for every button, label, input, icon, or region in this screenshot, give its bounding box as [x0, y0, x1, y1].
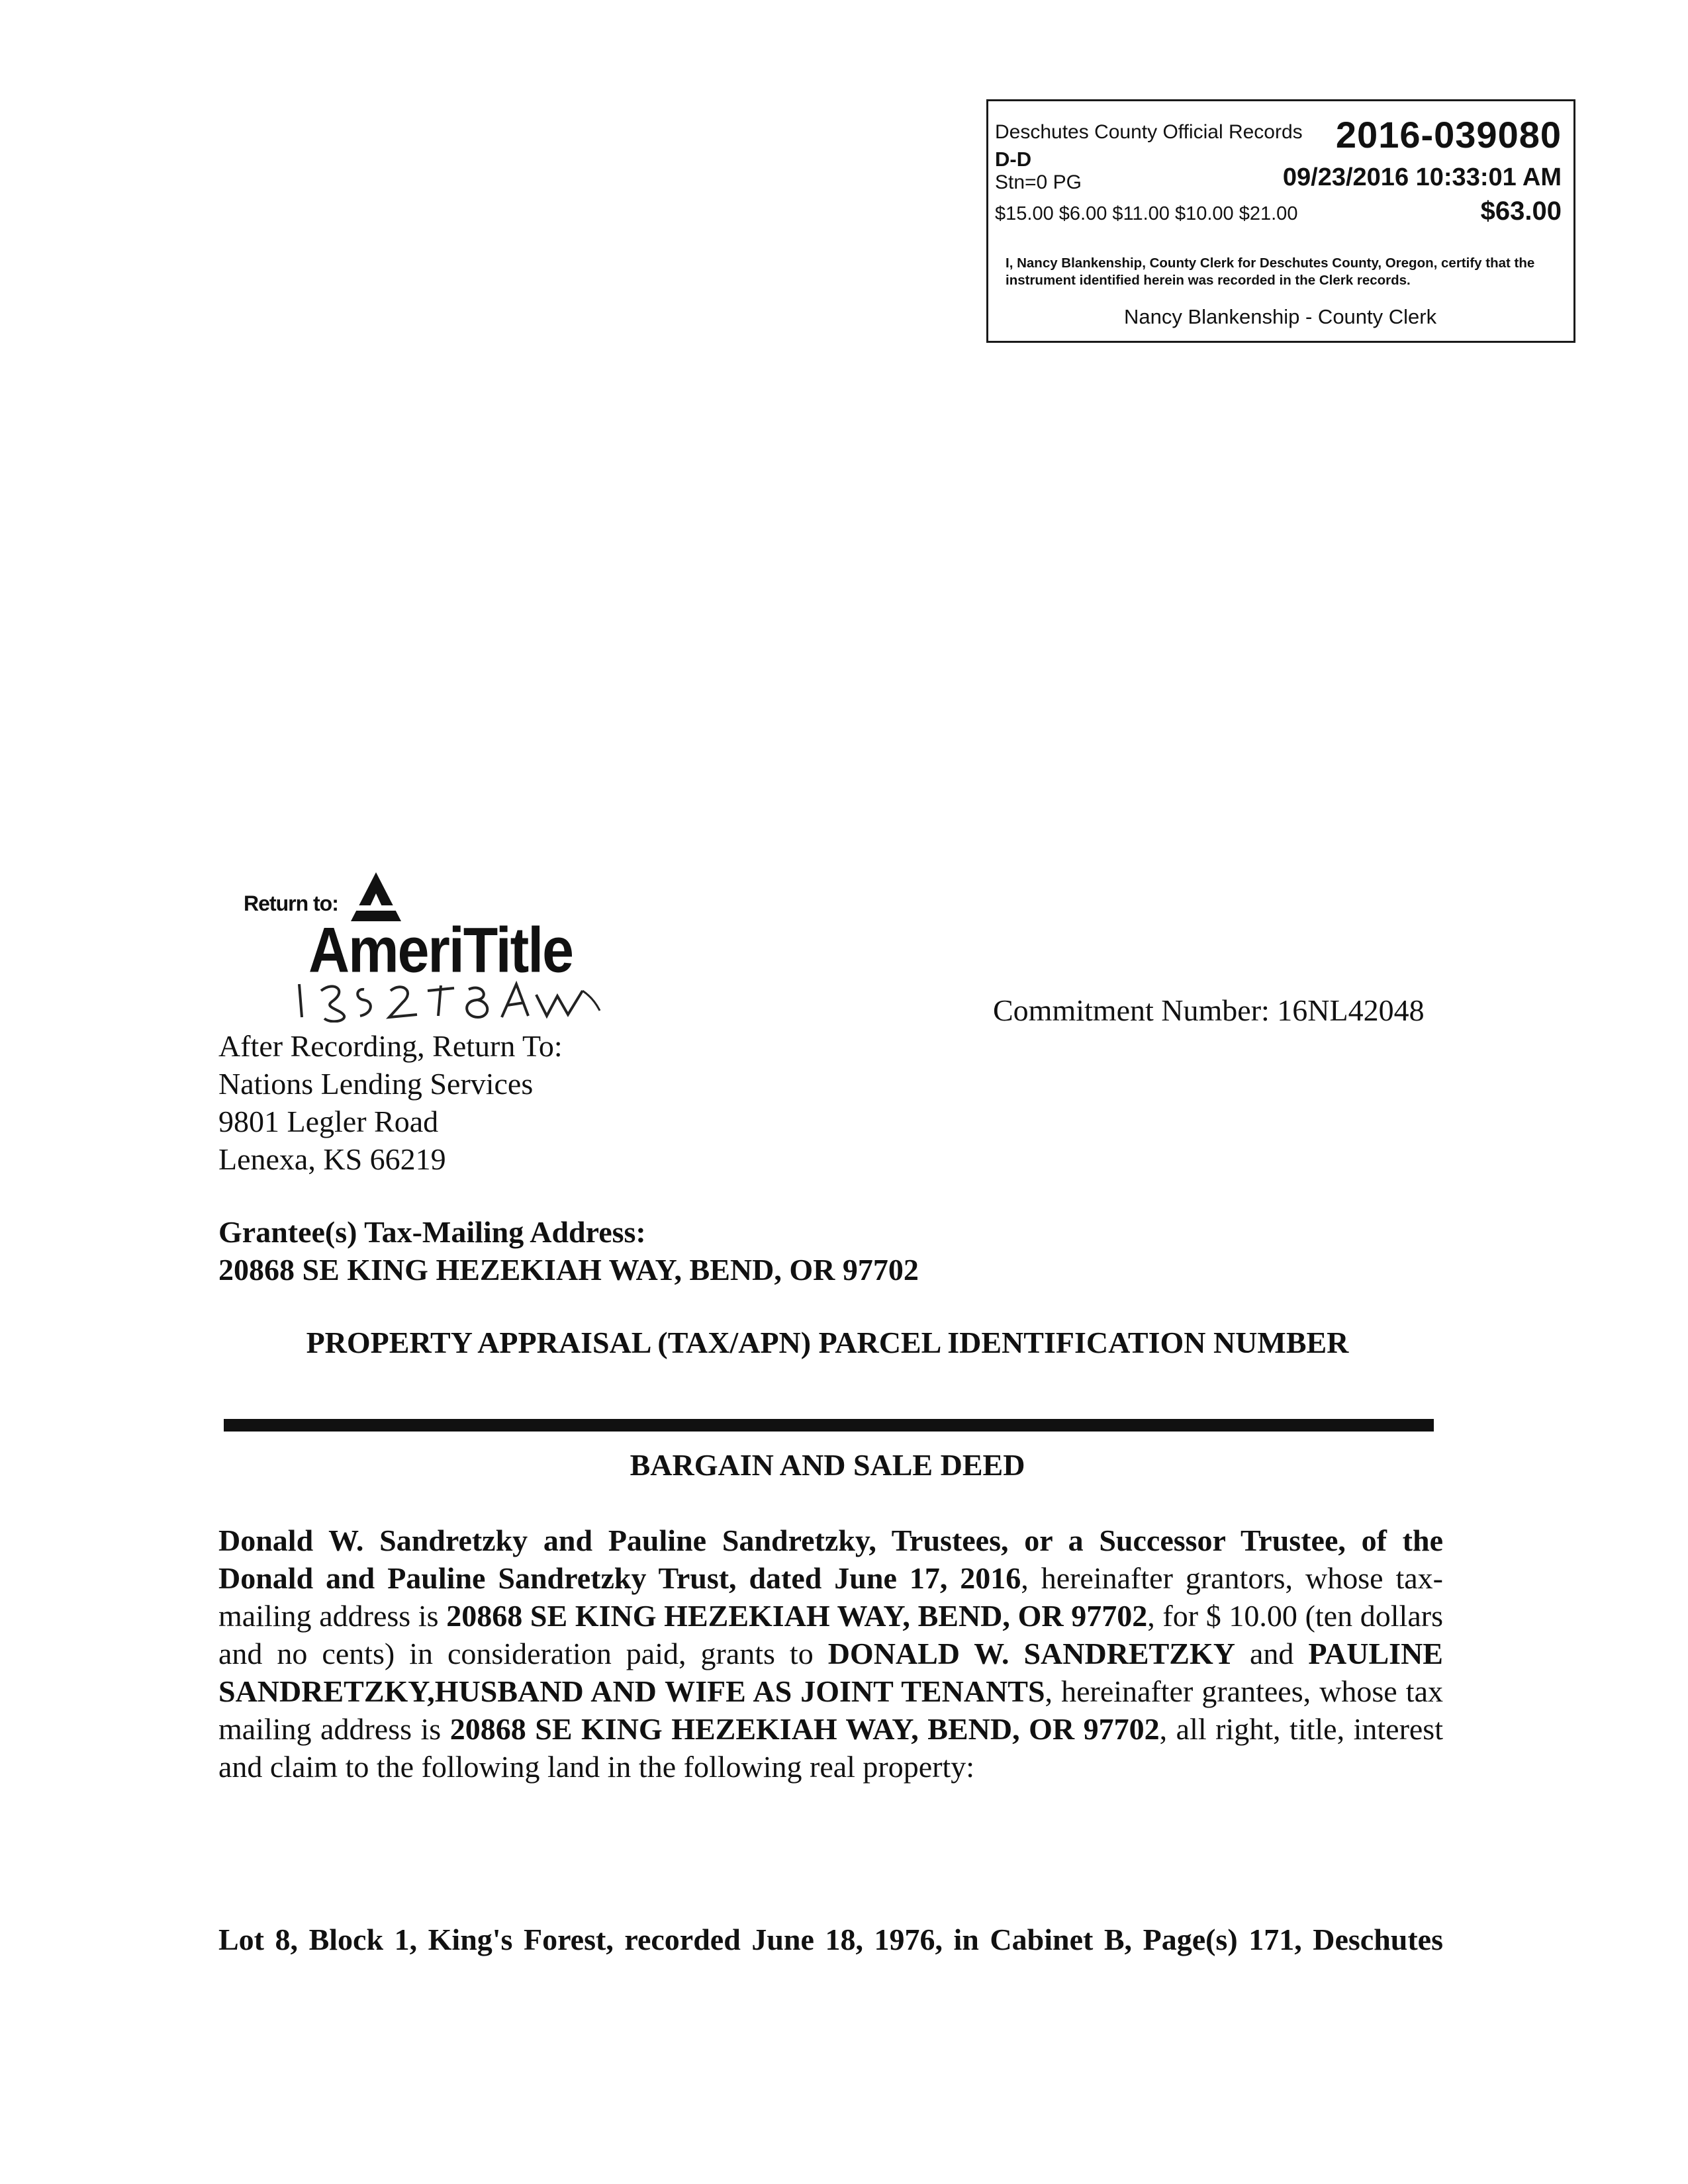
ameritle-logo-text: AmeriTitle [308, 915, 573, 986]
deed-text: , all right, title, interest [1159, 1712, 1443, 1746]
stamp-total: $63.00 [1480, 197, 1562, 226]
legal-description: Lot 8, Block 1, King's Forest, recorded June 18, 1976, in Cabinet B, Page(s) 171, Deschutes [218, 1923, 1443, 1956]
deed-line-3 [218, 1597, 1443, 1635]
stamp-clerk-signature: Nancy Blankenship - County Clerk [1124, 305, 1437, 328]
grantee-tenancy: SANDRETZKY,HUSBAND AND WIFE AS JOINT TENANTS [218, 1674, 1045, 1708]
deed-text: and no cents) in consideration paid, grants to [218, 1637, 828, 1670]
grantee-tax-address: 20868 SE KING HEZEKIAH WAY, BEND, OR 97702 [218, 1253, 919, 1287]
stamp-fees: $15.00 $6.00 $11.00 $10.00 $21.00 [995, 203, 1298, 224]
stamp-station: Stn=0 PG [995, 171, 1082, 193]
deed-line-5 [218, 1672, 1443, 1710]
deed-line-6 [218, 1710, 1443, 1748]
after-recording-label: After Recording, Return To: [218, 1029, 563, 1063]
divider-rule [224, 1419, 1434, 1432]
deed-paragraph [218, 1522, 1443, 1786]
return-name: Nations Lending Services [218, 1067, 534, 1101]
return-to-label: Return to: [244, 891, 338, 915]
grantee-name-1: DONALD W. SANDRETZKY [827, 1637, 1235, 1670]
grantee-tax-heading: Grantee(s) Tax-Mailing Address: [218, 1215, 646, 1249]
deed-text: , hereinafter grantors, whose tax- [1021, 1561, 1443, 1595]
deed-line-2 [218, 1559, 1443, 1597]
stamp-datetime: 09/23/2016 10:33:01 AM [1282, 163, 1562, 191]
return-street: 9801 Legler Road [218, 1105, 439, 1138]
deed-text: , hereinafter grantees, whose tax [1045, 1674, 1443, 1708]
trust-name: Donald and Pauline Sandretzky Trust, dated June 17, 2016 [218, 1561, 1021, 1595]
grantee-address: 20868 SE KING HEZEKIAH WAY, BEND, OR 97702 [449, 1712, 1160, 1746]
stamp-code: D-D [995, 148, 1032, 171]
stamp-document-number: 2016-039080 [1335, 114, 1562, 156]
deed-text: mailing address is [218, 1712, 450, 1746]
deed-line-1 [218, 1522, 1443, 1559]
grantor-address: 20868 SE KING HEZEKIAH WAY, BEND, OR 97702 [446, 1599, 1148, 1633]
parcel-heading: PROPERTY APPRAISAL (TAX/APN) PARCEL IDENTIFICATION NUMBER [306, 1326, 1349, 1359]
return-city: Lenexa, KS 66219 [218, 1142, 446, 1176]
deed-line-4 [218, 1635, 1443, 1672]
deed-text: mailing address is [218, 1599, 447, 1633]
recording-stamp [986, 99, 1575, 343]
deed-title: BARGAIN AND SALE DEED [630, 1448, 1025, 1482]
stamp-records-label: Deschutes County Official Records [995, 121, 1303, 143]
grantee-name-2: PAULINE [1308, 1637, 1443, 1670]
deed-text: , for $ 10.00 (ten dollars [1147, 1599, 1443, 1633]
handwritten-note [291, 976, 602, 1023]
stamp-certification: I, Nancy Blankenship, County Clerk for Deschutes County, Oregon, certify that the instrument identified herein was recorded in the Clerk records. [1006, 255, 1535, 288]
deed-line-7: and claim to the following land in the following real property: [218, 1750, 975, 1784]
commitment-number: Commitment Number: 16NL42048 [993, 993, 1425, 1027]
grantor-names: Donald W. Sandretzky and Pauline Sandretzky, Trustees, or a Successor Trustee, of the [218, 1524, 1443, 1557]
deed-text: and [1235, 1637, 1309, 1670]
